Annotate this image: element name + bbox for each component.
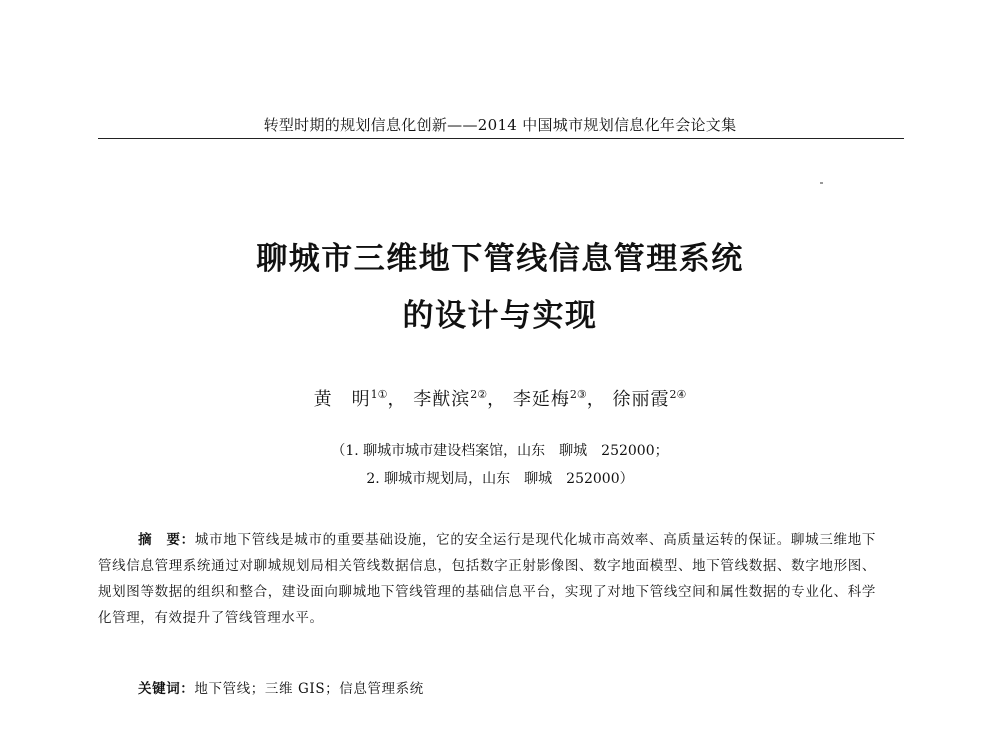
author-separator: ，: [387, 389, 407, 410]
author-name: 徐丽霞: [612, 389, 670, 410]
keywords: [138, 677, 424, 697]
paper-title-line1: 聊城市三维地下管线信息管理系统: [256, 241, 744, 277]
author-footnote-mark: 2④: [669, 388, 687, 401]
author-footnote-mark: 2③: [569, 388, 587, 401]
paper-title-line2: 的设计与实现: [402, 298, 598, 334]
abstract-text: 城市地下管线是城市的重要基础设施，它的安全运行是现代化城市高效率、高质量运转的保证。聊城三维地下管线信息管理系统通过对聊城规划局相关管线数据信息，包括数字正射影像图、数字地面模型、地下管线数据、数字地形图、规划图等数据的组织和整合，建设面向聊城地下管线管理的基础信息平台，实现了对地下管线空间和属性数据的专业化、科学化管理，有效提升了管线管理水平。: [98, 532, 876, 626]
header-rule: [98, 138, 904, 139]
author-separator: ，: [586, 389, 606, 410]
abstract: [98, 527, 876, 631]
author-name: 李猷滨: [413, 389, 471, 410]
author-name: 李延梅: [512, 389, 570, 410]
author-list: [0, 385, 1000, 411]
affiliation-line1: （1. 聊城市城市建设档案馆，山东 聊城 252000；: [331, 443, 669, 459]
author-footnote-mark: 2②: [470, 388, 488, 401]
author-name: 黄 明: [313, 389, 371, 410]
abstract-label: 摘 要：: [138, 532, 195, 548]
affiliation-line2: 2. 聊城市规划局，山东 聊城 252000）: [366, 471, 634, 487]
running-header: 转型时期的规划信息化创新——2014 中国城市规划信息化年会论文集: [263, 116, 737, 134]
keywords-label: 关键词：: [138, 681, 195, 697]
keywords-text: 地下管线；三维 GIS；信息管理系统: [194, 681, 424, 697]
author-footnote-mark: 1①: [370, 388, 388, 401]
scan-speck: [820, 182, 823, 184]
author-separator: ，: [487, 389, 507, 410]
